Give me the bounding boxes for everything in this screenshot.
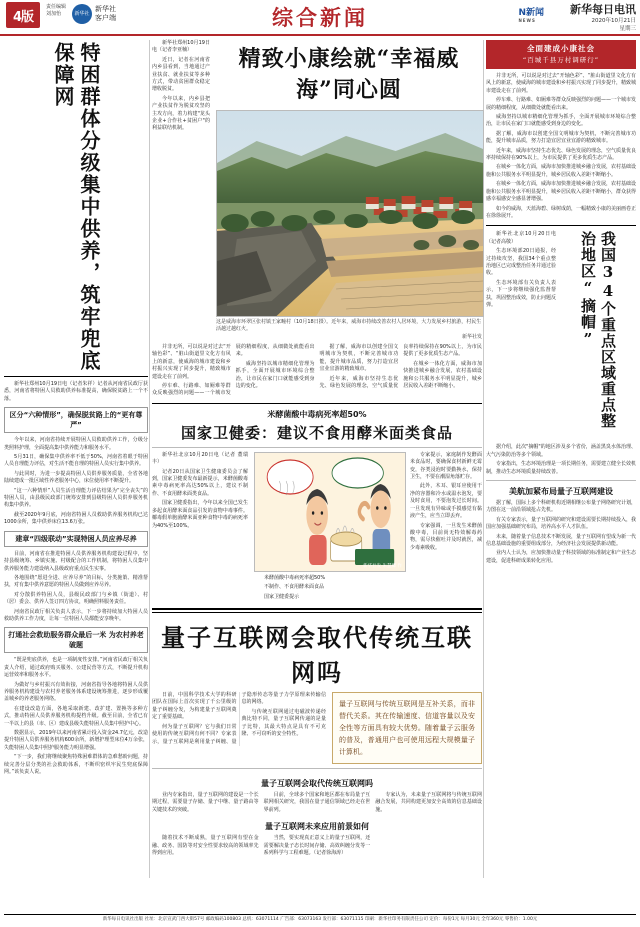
brand-logo [518,5,544,23]
illus-badge-right: 不制作、不食用酵米面食品 [264,584,325,591]
paragraph: 据了解，威海市以创建全国文明城市为契机，不断完善城市功能，提升城市品质，努力打造宜居宜业宜游的精致城市。 [486,130,636,145]
right-dateline-2: 新华社北京10月20日电（记者高敬） [486,231,556,245]
issue-weekday: 星期三 [619,26,636,32]
mid-headline-2: 国家卫健委：建议不食用酵米面类食品 [180,423,453,442]
paragraph: 国家卫健委指出，今年以来全国已发生多起食用酵米面食品引发的食物中毒事件。椰毒假单胞菌酵米面亚种食物中毒的病死率为40%至100%。 [152,500,248,529]
divider-double [152,608,482,613]
right-headline: 我国34个重点区域重点整治地区“摘帽” [579,231,617,430]
right-dateline-block [486,231,556,441]
left-subhead-1: 区分“六种情形”，确保脱贫路上的“更有尊严” [4,407,148,433]
pull-quote: 量子互联网与传统互联网是互补关系，而非替代关系。其在传输速度、信道容量以及安全性等方面具有较大优势。随着量子云服务的普及，普通用户也可使用远程大规模量子计算机。 [332,692,482,764]
right-subhead: 美航加紧布局量子互联网建设 [509,486,613,496]
paragraph: 专家提示，家庭制作发酵面米食品时，要确保食材新鲜无霉变，谷类浸泡时要勤换水，保持卫生，不要在潮湿角落贮存。 [410,451,482,481]
mid-body-2 [152,452,248,530]
left-body-2 [4,551,148,624]
masthead-right [570,1,636,33]
agency-line-2: 客户端 [95,14,116,22]
paragraph: 今年以来，河南省持续开展特困人员救助供养工作，分级分类照料护理，全面提高集中供养能力和服务水平。 [4,437,148,451]
illus-bottom-label: 国家卫健委提示 [264,593,300,600]
masthead [0,0,640,36]
left-body-1 [4,437,148,526]
paragraph: 并非无所，可以说是对过去“开轴色彩”、“脏山街道里文化方有风上的新意，使威海的城市建设和乡村振兴实现了同步提升，精致城市建设走在了前列。 [486,73,637,94]
agency-line-1: 新华社 [95,5,116,13]
left-lead-text: 新华社郑州10月19日电（记者朱祥）记者从河南省民政厅获悉，河南省将特困人员救助供养标准提高，确保脱贫路上一个不落。 [4,381,148,402]
paragraph: 停车难、行路难、如厕难等群众反映强烈的问题——一个城市发展的精细程度，从细微处就能看出来。 [486,97,637,111]
left-lead [4,381,148,403]
campaign-subtitle: “百城千县万村调研行” [522,56,600,64]
paragraph: 停车难、行路难、如厕难等群众反映强烈的问题——一个城市发展的精细程度，从细微处就能看出来。 [152,344,315,397]
right-body-2 [486,444,636,476]
paragraph: 各地围绕“愿进全进、应养尽养”的目标，分类施策、精准帮扶，对有集中供养意愿的特困人员做到应养尽养。 [4,574,148,589]
mid-dateline-2: 新华社北京10月20日电（记者 董瑞丰） [152,451,248,466]
mid-kicker-2: 米酵菌酸中毒病死率超50% [267,409,367,419]
paragraph: 专家指出，生态环境治理是一项长期任务，需要建立健全长效机制，推动生态环境质量持续改善。 [486,461,637,475]
paragraph: 专家认为，未来量子互联网将与传统互联网融合发展，共同构建更加安全高效的信息基础设施。 [375,792,482,813]
paragraph: 在城乡一体化方面，威海市加快推进城乡融合发展，农村基础设施和公共服务水平明显提升，城乡居民收入差距不断缩小，群众获得感幸福感安全感显著增强。 [486,181,637,203]
paragraph: 业内人士认为，应加快推动量子科技领域的标准制定和产业生态建设，促进科研成果转化应用。 [486,550,637,564]
paragraph: 与传统互联网通过电磁波传递经典比特不同，量子互联网传递的是量子比特，其最大特点是具有不可克隆、不可窃听的安全特性。 [241,708,326,738]
photo-illustration [217,111,483,316]
mid-body-3-mid [152,792,482,816]
mid-dateline: 新华社郑州10月19日电（记者李亚楠） [152,40,210,54]
illustration-graphic [255,453,405,571]
editor-line: 责任编辑 刘加怡 [46,4,67,17]
right-headline-wrap [560,231,636,441]
right-column [486,40,636,920]
paragraph: 目前，河南省在推进特困人员供养服务机构建设过程中，坚持县级统筹、乡镇实施、村级配合的工作机制，将特困人员集中供养服务能力建设纳入县级政府重点民生实事。 [4,550,148,572]
paragraph: 河南省民政厅相关负责人表示，下一步将持续加大特困人员救助供养工作力度，让每一位特困人员都能安享晚年。 [4,608,148,622]
illustration-fermented-food [254,452,406,572]
paragraph: 威海坚持以城市精细化管理为抓手，全面开展城市环境综合整治，让市民在家门口就能感受到身边的变化。 [486,114,636,128]
brand-sub: NEWS [518,18,536,23]
paragraph: 据了解，国际上多个科研机构近期相继公布量子网络研究计划，力图在这一前沿领域抢占先机。 [486,499,637,514]
paragraph: 生态环境部20日通报，经过持续攻坚，我国34个重点整治地区已完成整治任务并通过验收。 [486,248,557,277]
middle-column [152,40,482,920]
paragraph: 并非无所，可以说是对过去“开轴色彩”、“脏山街道里文化方有风上的新意，使威海的城市建设和乡村振兴实现了同步提升，精致城市建设走在了前列。 [152,344,231,380]
page-footer: 新华每日电讯社出版 社址：北京宣武门西大街57号 邮政编码100803 总机：63071114 广告部：63073163 发行部：63071115 印刷：新华社印务有限责任公司 定价：每份1元 每月30元 全年360元 零售价：1.00元 [4,914,636,924]
mid-body-3-left [152,692,326,746]
paragraph: “既是兜底供养，也是一项制度性安排。”河南省民政厅相关负责人介绍，通过政府购买服务、公建民营等方式，不断提升机构运营效率和服务水平。 [4,657,148,679]
left-headline: 特困群体分级集中供养，筑牢兜底保障网 [51,42,101,372]
paragraph: 业内专家指出，量子互联网的建设是一个长期过程，需要量子存储、量子中继、量子路由等关键技术的突破。 [152,792,259,813]
paper-name: 新华每日电讯 [570,3,636,16]
divider [486,225,636,226]
paragraph: 截至2020年9月底，河南省特困人员救助供养服务机构已达1000余所，集中供养床位13.6万张。 [4,511,148,526]
section-title: 综合新闻 [272,5,368,30]
paragraph: 5月31日，确保集中供养率不低于50%，河南省着眼于特困人员自理能力评估，对生活不能自理的特困人员实行集中供养。 [4,454,148,468]
mid-subhead-1: 量子互联网会取代传统互联网吗 [261,779,373,789]
paragraph: 如今的威海，天蓝海碧、绿树成荫，一幅精致小康的美丽画卷正在徐徐展开。 [486,205,637,219]
mid-upper-body [152,344,482,398]
paragraph: 当然，要实现真正意义上的量子互联网，还需要解决量子态长时间存储、高效纠缠分发等一系列科学与工程难题。（记者徐海涛） [263,835,371,857]
paragraph: 在城乡一体化方面，威海市加快推进城乡融合发展，农村基础设施和公共服务水平明显提升，城乡居民收入差距不断缩小。 [403,360,482,390]
mid-headline-1: 精致小康绘就“幸福威海”同心圆 [238,46,460,103]
paragraph: 今年以来，内乡县把产业扶贫作为脱贫攻坚的主攻方向，着力构建"龙头企业+合作社+贫困户"的利益联结机制。 [152,95,210,132]
page-number-badge: 4版 [6,2,40,28]
issue-date: 2020年10月21日 [591,18,636,24]
photo-credit: 新华社发 [461,334,482,340]
left-headline-wrap [4,40,148,377]
illus-caption-block [254,575,404,601]
paragraph: 生态环境部有关负责人表示，下一步将继续强化监督帮扶，巩固整治成效，防止问题反弹。 [486,279,557,308]
paragraph: 目前，全球多个国家和地区都在布局量子互联网相关研究，我国在量子通信领域已经走在世界前列。 [263,792,371,813]
paragraph: 对分散供养特困人员，县级民政部门与乡镇（街道）、村（居）委会、供养人签订四方协议，明确照料服务责任。 [4,591,148,606]
paragraph: 在城乡一体化方面，威海市加快推进城乡融合发展，农村基础设施和公共服务水平明显提升，城乡居民收入差距不断缩小。 [486,164,637,178]
paragraph: “下一步，我们将继续聚焦特殊困难群体的急难愁盼问题，持续完善分层分类的社会救助体系，不断织密织牢民生兜底保障网。”该负责人说。 [4,754,148,776]
mid-body-2b [410,452,482,552]
divider [486,480,636,481]
left-subhead-2: 建章“四级联动”实现特困人员应养尽养 [4,531,148,547]
campaign-banner [486,40,636,69]
paragraph: 记者20日从国家卫生健康委员会了解到，国家卫健委发布最新提示，米酵菌酸毒素中毒病死率高达50%以上，建议不制作、不食用酵米面类食品。 [152,468,248,497]
paragraph: “这一六种情形”人员生活自理能力评估结果为“完全丧失”的特困人员，由县级民政部门统筹安排到县级特困人员供养服务机构集中供养。 [4,487,148,509]
paragraph: 为做好与乡村振兴有效衔接，河南省指导各地将特困人员供养服务机构建设与农村养老服务体系建设统筹推进，逐步形成覆盖城乡的养老服务网络。 [4,681,148,703]
mid-dateline-block [152,40,210,133]
paragraph: 威海坚持以城市精细化管理为抓手，全面开展城市环境综合整治，让市民在家门口就能感受到身边的变化。 [235,360,315,390]
paragraph: 数据显示，2019年以来河南省累计投入资金24.7亿元，改造提升特困人员供养服务机构600余所，新增护理型床位4万余张，失能特困人员集中照护服务能力明显增强。 [4,730,148,751]
photo-weihai-village [216,110,484,317]
paragraph: 近年来，威海市坚持生态优先、绿色发展的理念，空气质量优良率持续保持在90%以上，为市民提供了更多优质生态产品。 [486,147,637,162]
paragraph: 有关专家表示，量子互联网的研究和建设需要长期持续投入，我国应加强基础研究布局，培养高水平人才队伍。 [486,516,637,531]
paragraph: 专家强调，一旦发生米酵菌酸中毒，目前尚无特效解毒药物，需尽快催吐并及时就医，减少毒素吸收。 [410,522,482,551]
left-body-3 [4,657,148,776]
paragraph: 近日，记者在河南省内乡县看到，当地通过产业扶贫、就业扶贫等多种方式，带动贫困群众稳定增收脱贫。 [152,56,210,93]
photo-caption: 这是威海市环翠区张村镇王家疃村（10月18日摄）。近年来，威海市持续改善农村人居环境，大力发展乡村旅游，村民生活越过越红火。 [216,319,482,332]
illustration-credit: 新华社发 朱慧卿 作 [363,563,402,569]
divider [152,447,482,448]
paragraph: 日前，中国科学技术大学的科研团队在国际上首次实现了千公里级的量子纠缠分发，为构建量子互联网奠定了重要基础。 [152,692,237,721]
paragraph: 在建设改造方面，各地采取新建、改扩建、置换等多种方式，推动特困人员供养服务机构提档升级。截至目前，全省已有一半以上的县（市、区）建成县级失能特困人员集中照护中心。 [4,705,148,727]
mid-body-3-bottom [152,835,482,857]
brand-name: N新闻 [518,8,544,18]
left-column [4,40,148,920]
campaign-title: 全面建成小康社会 [527,44,595,53]
paragraph: 随着技术不断成熟，量子互联网有望在金融、政务、国防等对安全性要求较高的领域率先得到应用。 [152,835,259,857]
illus-badge-left: 米酵菌酸中毒病死率超50% [264,574,326,581]
paragraph: 近年来，威海市坚持生态优先、绿色发展的理念，空气质量优良率持续保持在90%以上，为市民提供了更多优质生态产品。 [319,344,482,390]
divider [152,403,482,404]
paragraph: 未来，随着量子信息技术不断发展，量子互联网有望成为新一代信息基础设施的重要组成部分，为经济社会发展提供新动能。 [486,533,637,547]
paragraph: 与此同时，为进一步提高特困人员供养服务质量，全省各地陆续建成一批区域性养老服务中心，床位使用率不断提升。 [4,470,148,485]
right-body-1 [486,73,636,220]
column-divider-1 [149,40,150,878]
paragraph: 据介绍，此次"摘帽"的地区涉及多个省份，涵盖黑臭水体治理、大气污染防治等多个领域。 [486,444,636,458]
paragraph: 据了解，威海市以创建全国文明城市为契机，不断完善城市功能，提升城市品质，努力打造宜居宜业宜游的精致城市。 [319,344,399,373]
right-body-3 [486,500,636,565]
mid-headline-3: 量子互联网会取代传统互联网吗 [161,623,473,688]
divider [152,768,482,769]
left-subhead-3: 打通社会救助服务群众最后一米 为农村养老破题 [4,627,148,653]
mid-subhead-2: 量子互联网未来应用前景如何 [265,822,369,832]
paragraph: 何为量子互联网？它与我们日常使用的传统互联网有何不同？专家表示，量子互联网是利用量子纠缠、量子隐形传态等量子力学原理来传输信息的网络。 [152,692,326,745]
xinhua-logo-icon: 新华社 [72,4,92,24]
paragraph: 此外，木耳、银耳应使用干净的容器和冷水或温水泡发，要及时食用，不要泡发过长时间。一旦发现有异味或手摸感觉有黏液产生，应当立即丢弃。 [410,483,482,520]
